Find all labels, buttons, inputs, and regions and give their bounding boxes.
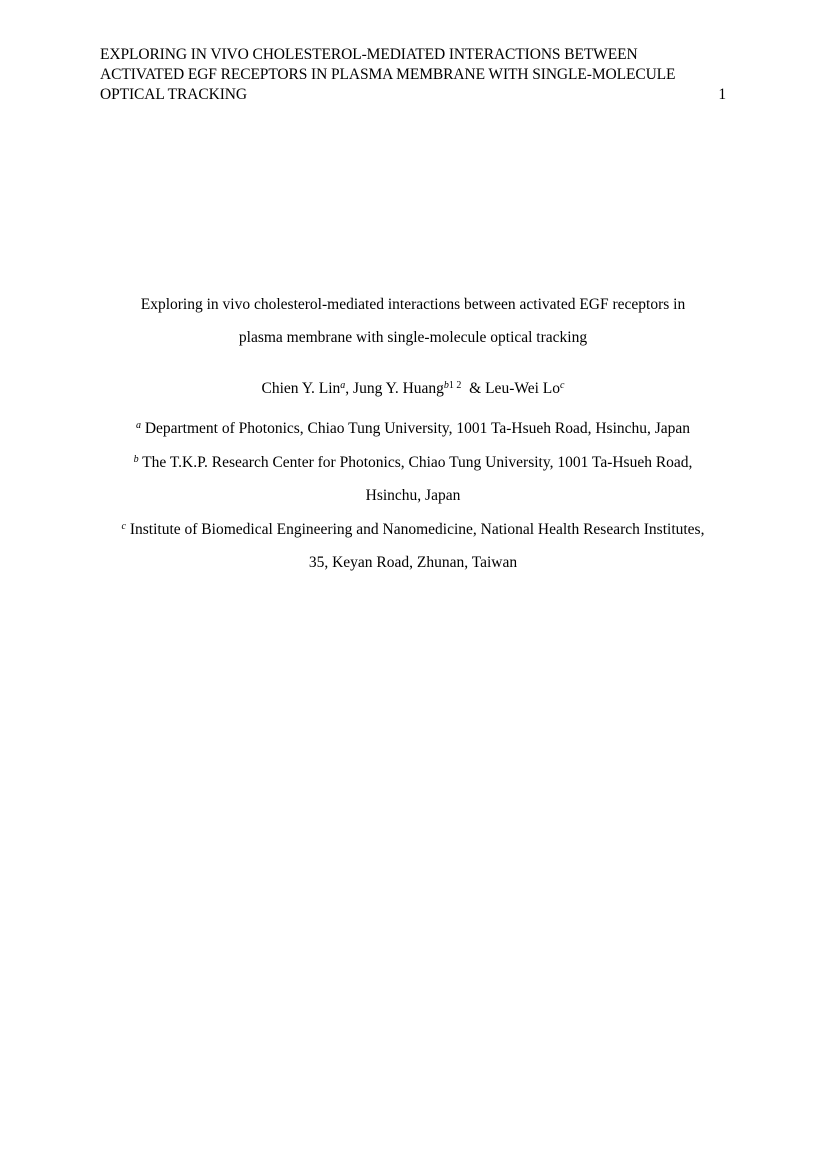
paper-title-line-1: Exploring in vivo cholesterol-mediated interactions between activated EGF receptors in [140, 296, 686, 313]
affiliation-c [100, 513, 726, 580]
affiliation-a [100, 412, 726, 446]
running-head-line-3: OPTICAL TRACKING [100, 86, 247, 103]
page-number: 1 [718, 86, 726, 103]
affiliation-mark: b [133, 453, 139, 465]
paper-title-line-2: plasma membrane with single-molecule optical tracking [238, 329, 588, 346]
author-separator: & [461, 380, 486, 397]
affiliation-text: Department of Photonics, Chiao Tung University, 1001 Ta-Hsueh Road, Hsinchu, Japan [144, 420, 691, 437]
affiliation-text: Institute of Biomedical Engineering and Nanomedicine, National Health Research Institutes, [129, 520, 705, 538]
affiliation-mark: c [560, 380, 565, 391]
author-footnote-marks: 1 2 [448, 380, 462, 391]
running-head-line-2: ACTIVATED EGF RECEPTORS IN PLASMA MEMBRANE WITH SINGLE-MOLECULE [100, 66, 676, 83]
affiliation-list [100, 412, 726, 580]
author-name: Jung Y. Huang [353, 380, 444, 397]
affiliation-mark: a [135, 420, 141, 431]
author-list [100, 378, 726, 400]
paper-title [100, 288, 726, 354]
author-separator: , [345, 380, 354, 397]
affiliation-mark: b [443, 380, 449, 391]
affiliation-mark: a [340, 380, 346, 391]
author-name: Leu-Wei Lo [485, 380, 561, 397]
author-name: Chien Y. Lin [261, 380, 341, 397]
running-head-line-1: EXPLORING IN VIVO CHOLESTEROL-MEDIATED INTERACTIONS BETWEEN [100, 46, 638, 63]
affiliation-mark: c [121, 520, 126, 532]
affiliation-text-continued: 35, Keyan Road, Zhunan, Taiwan [308, 554, 518, 571]
running-head [100, 45, 726, 105]
affiliation-b [100, 446, 726, 513]
affiliation-text-continued: Hsinchu, Japan [365, 487, 461, 504]
affiliation-text: The T.K.P. Research Center for Photonics, Chiao Tung University, 1001 Ta-Hsueh Road, [142, 453, 693, 471]
